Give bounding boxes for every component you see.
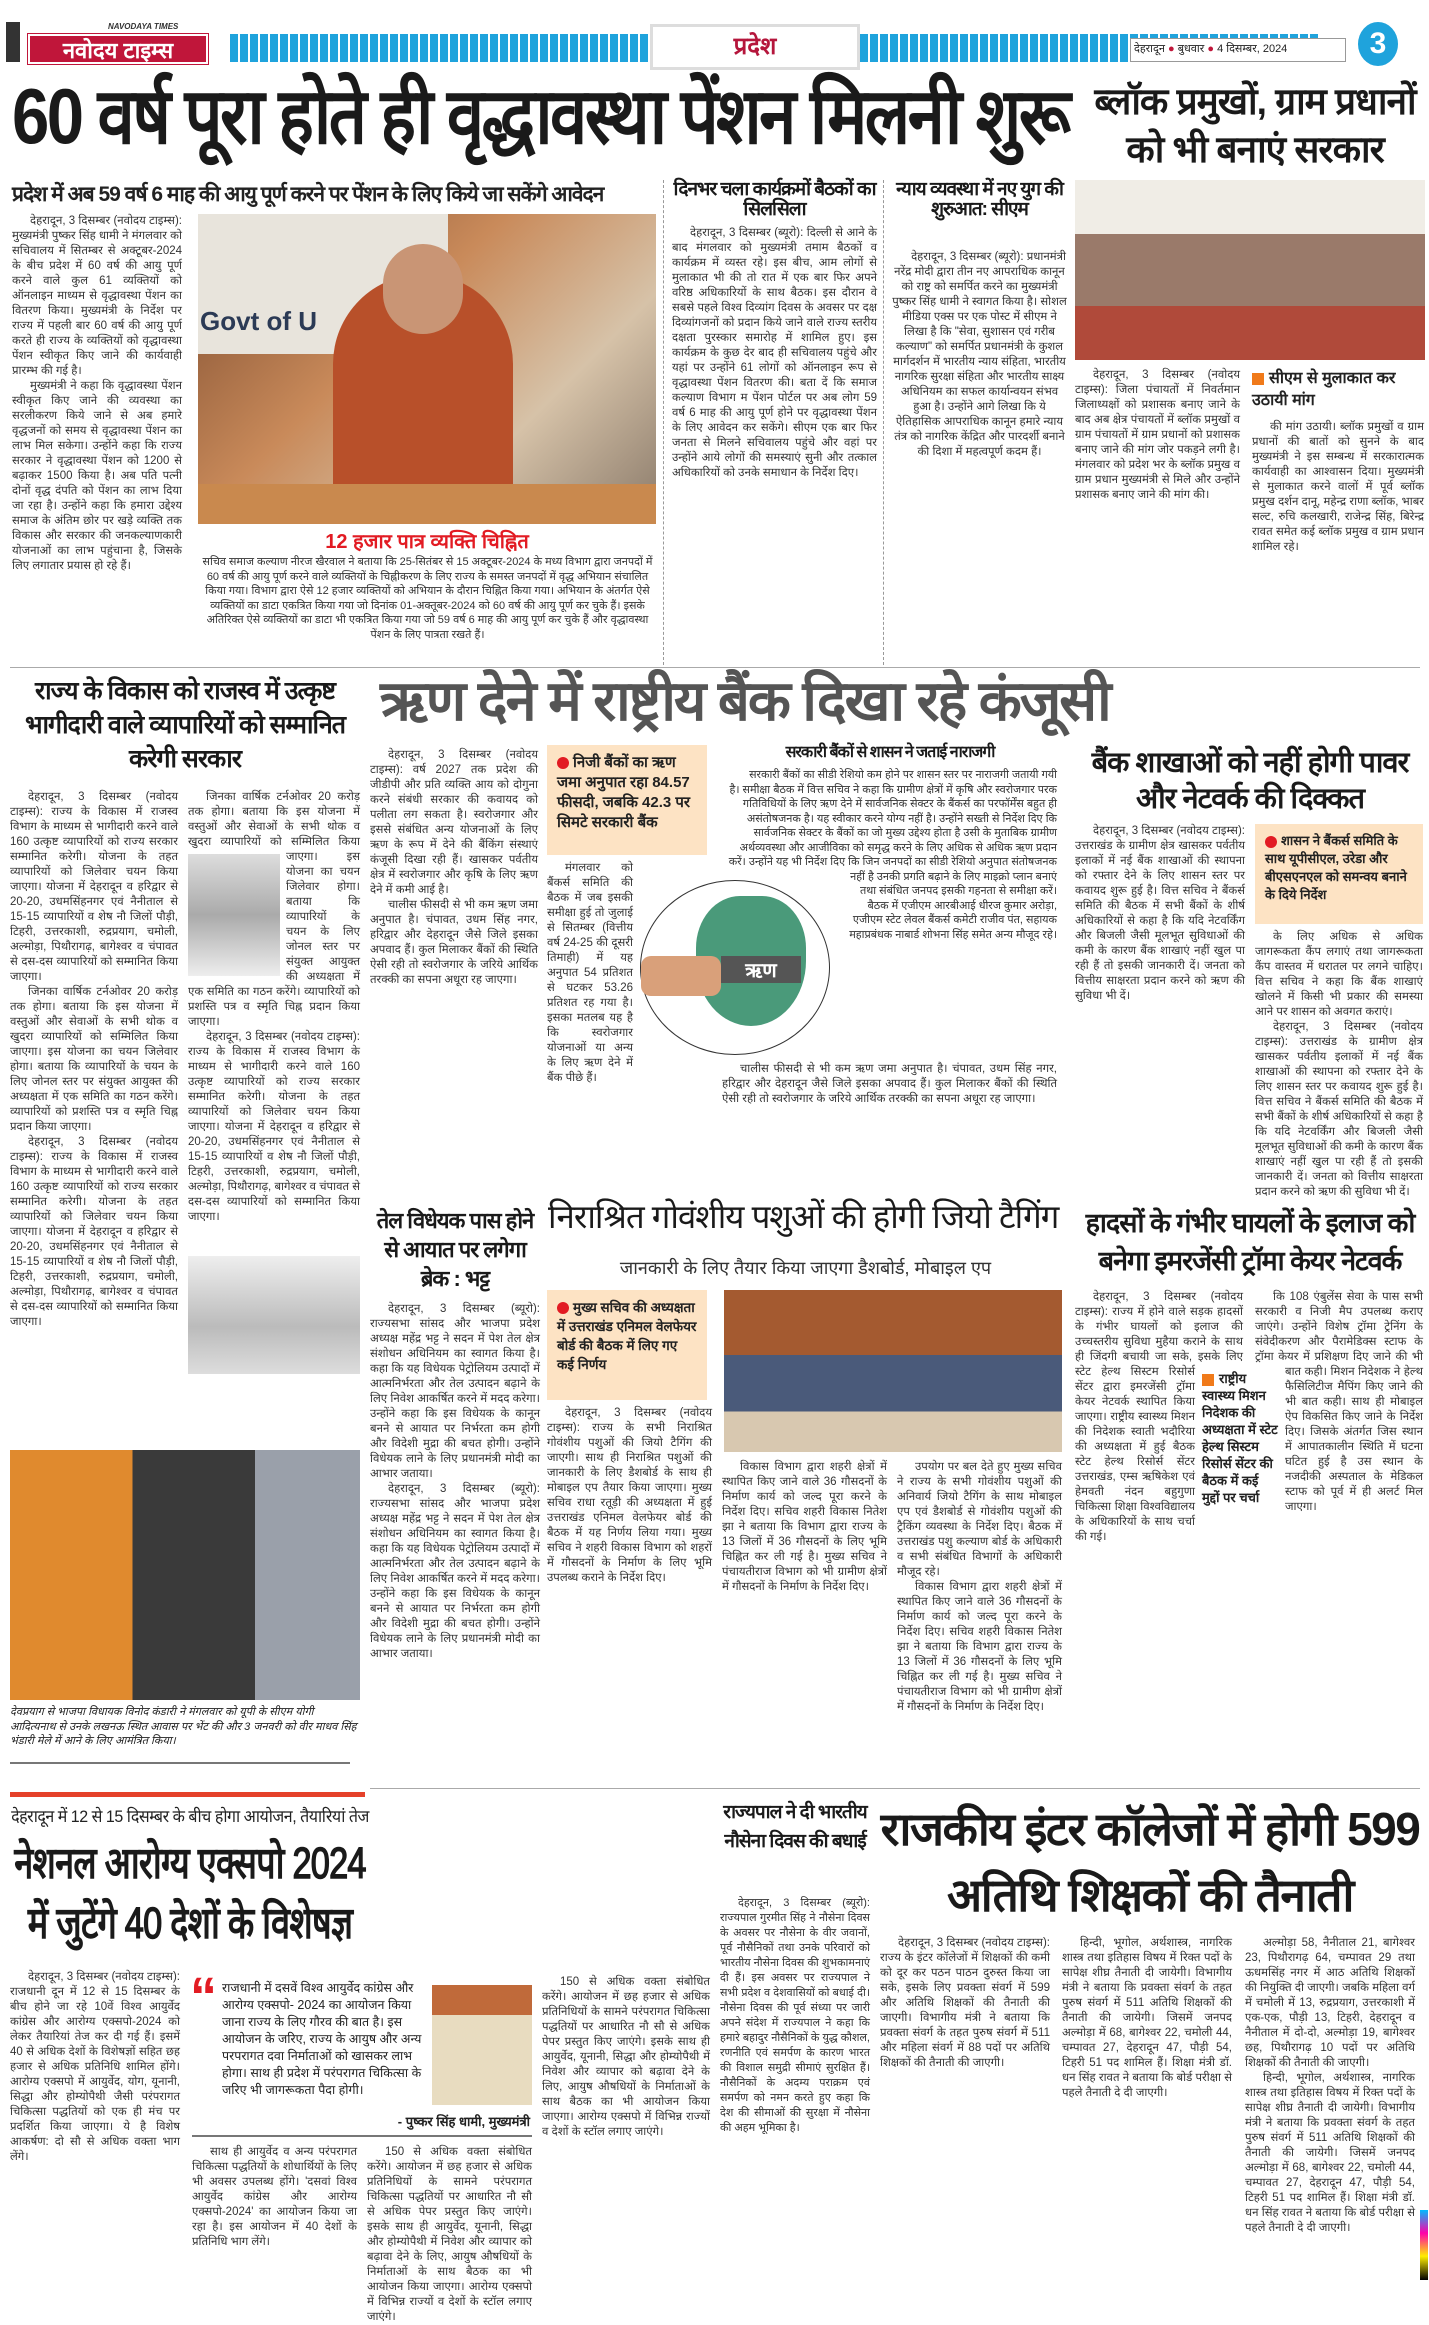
newspaper-logo: नवोदय टाइम्स <box>28 34 208 64</box>
navy-body <box>720 1896 870 2290</box>
teachers-paragraph: देहरादून, 3 दिसम्बर (नवोदय टाइम्स): राज्य के इंटर कॉलेजों में शिक्षकों की कमी को दूर कर पठन पाठन दुरुस्त किया जा सके, इसके लिए प्रवक्ता संवर्ग में 599 और अतिथि शिक्षकों की तैनाती की जाएगी। विभागीय मंत्री ने बताया कि प्रवक्ता संवर्ग के तहत पुरुष संवर्ग में 511 और महिला संवर्ग में 88 पदों पर अतिथि शिक्षकों की तैनाती की जाएगी। <box>880 1937 1050 2069</box>
cattle-headline: निराश्रित गोवंशीय पशुओं की होगी जियो टैगिंग <box>548 1198 1059 1235</box>
block-meeting-photo <box>1075 180 1425 360</box>
block-headline: ब्लॉक प्रमुखों, ग्राम प्रधानों को भी बनाएं सरकार <box>1094 81 1416 170</box>
traders-headline: राज्य के विकास को राजस्व में उत्कृष्ट भागीदारी वाले व्यापारियों को सम्मानित करेगी सरकार <box>24 677 346 773</box>
network-highlight-box <box>1255 824 1423 924</box>
network-headline: बैंक शाखाओं को नहीं होगी पावर और नेटवर्क की दिक्कत <box>1091 747 1409 815</box>
oil-paragraph-b: देहरादून, 3 दिसम्बर (ब्यूरो): राज्यसभा सांसद और भाजपा प्रदेश अध्यक्ष महेंद्र भट्ट ने सदन में पेश तेल क्षेत्र संशोधन अधिनियम का स्वागत किया है। कहा कि यह विधेयक पेट्रोलियम उत्पादों में आत्मनिर्भरता और तेल उत्पादन बढ़ाने के लिए निवेश आकर्षित करने में मदद करेगा। उन्होंने कहा कि इस विधेयक के कानून बनने से आयात पर निर्भरता कम होगी और विदेशी मुद्रा की बचत होगी। उन्होंने विधेयक लाने के लिए प्रधानमंत्री मोदी का आभार जताया। <box>370 1483 540 1660</box>
cm-photo <box>198 214 656 524</box>
bank-paragraph-2: मंगलवार को बैंकर्स समिति की बैठक में जब इसकी समीक्षा हुई तो जुलाई से सितम्बर (वित्तीय वर्ष 24-25 की दूसरी तिमाही) में यह अनुपात 54 प्रतिशत से घटकर 53.26 प्रतिशत रह गया है। इसका मतलब यह है कि स्वरोजगार योजनाओं या अन्य के लिए ऋण देने में बैंक पीछे हैं। <box>547 862 633 1084</box>
meetings-paragraph: देहरादून, 3 दिसम्बर (ब्यूरो): दिल्ली से आने के बाद मंगलवार को मुख्यमंत्री तमाम बैठकों व कार्यक्रम में व्यस्त रहे। इस बीच, आम लोगों से मुलाकात भी की तो रात में एक बार फिर अपने वरिष्ठ अधिकारियों के साथ बैठक। इस दौरान वे सबसे पहले विश्व दिव्यांग दिवस के अवसर पर दक्ष दिव्यांगजनों को प्रदान किये जाने वाले राज्य स्तरीय दक्षता पुरस्कार समारोह में शामिल हुए। इस कार्यक्रम के कुछ देर बाद ही सचिवालय पहुंचे और यहां पर उन्होंने 61 लोगों को ऑनलाइन रूप से वृद्धावस्था पेंशन वितरण की। बता दें कि समाज कल्याण विभाग म पेंशन पोर्टल पर अब लोग 59 वर्ष 6 माह की आयु पूर्ण होने पर वृद्धावस्था पेंशन के लिए आवेदन कर सकेंगे। सीएम एक बार फिर जनता से मिलने सचिवालय पहुंचे और वहां पर उन्होंने आये लोगों की समस्याएं सुनी और तत्काल अधिकारियों को उनके समाधान के निर्देश दिए। <box>672 227 877 479</box>
meetings-body <box>672 226 877 661</box>
bank-highlight-box <box>547 745 707 855</box>
masthead <box>0 0 1429 70</box>
trauma-body-2 <box>1255 1290 1423 1780</box>
lead-paragraph-1: देहरादून, 3 दिसम्बर (नवोदय टाइम्स): मुख्यमंत्री पुष्कर सिंह धामी ने मंगलवार को सचिवालय में सितम्बर से अक्टूबर-2024 के बीच प्रदेश में 60 वर्ष की आयु पूर्ण करने वाले कुल 61 व्यक्तियों को ऑनलाइन माध्यम से वृद्धावस्था पेंशन का वितरण किया। मुख्यमंत्री के निर्देश पर राज्य में पहली बार 60 वर्ष की आयु पूर्ण करते ही राज्य के व्यक्तियों को वृद्धावस्था पेंशन स्वीकृत किए जाने की कार्यवाही प्रारम्भ की गई है। <box>12 215 182 377</box>
block-paragraph: देहरादून, 3 दिसम्बर (नवोदय टाइम्स): जिला पंचायतों में निवर्तमान जिलाध्यक्षों को प्रशासक बनाए जाने के बाद अब क्षेत्र पंचायतों में ब्लॉक प्रमुखों व ग्राम पंचायतों में ग्राम प्रधानों को प्रशासक बनाए जाने की मांग जोर पकड़ने लगी है। मंगलवार को प्रदेश भर के ब्लॉक प्रमुख व ग्राम प्रधान मुख्यमंत्री से मिले और उन्होंने प्रशासक बनाए जाने की मांग की। <box>1075 369 1240 501</box>
trauma-paragraph-2: कि 108 एंबुलेंस सेवा के पास सभी सरकारी व निजी मैप उपलब्ध कराए जाएंगे। उन्होंने विशेष ट्रॉमा ट्रेनिंग के संवेदीकरण और पैरामेडिक्स स्टाफ के ट्रॉमा केयर में प्रशिक्षण दिए जाने की भी बात कही। मिशन निदेशक ने हेल्थ फैसिलिटीज मैपिंग किए जाने की भी बात कही। साथ ही मोबाइल ऐप विकसित किए जाने के निर्देश दिए। जिसके अंतर्गत जिस स्थान में आपातकालीन स्थिति में घटना घटित हुई है उस स्थान के नजदीकी अस्पताल के मेडिकल स्टाफ को पूर्व में ही अलर्ट मिल जाएगा। <box>1255 1291 1423 1513</box>
orange-square-icon <box>1202 1374 1214 1386</box>
expo-body-3 <box>192 2145 357 2290</box>
cattle-body-3 <box>897 1460 1062 1780</box>
cattle-body <box>547 1406 712 1586</box>
teachers-paragraph-3b: हिन्दी, भूगोल, अर्थशास्त्र, नागरिक शास्त्र तथा इतिहास विषय में रिक्त पदों के सापेक्ष शीघ्र तैनाती दी जायेगी। विभागीय मंत्री ने बताया कि प्रवक्ता संवर्ग के तहत पुरुष संवर्ग में 511 अतिथि शिक्षकों की तैनाती की जायेगी। जिसमें जनपद अल्मोड़ा में 68, बागेश्वर 22, चमोली 44, चम्पावत 27, देहरादून 47, पौड़ी 54, टिहरी 51 पद शामिल हैं। शिक्षा मंत्री डॉ. धन सिंह रावत ने बताया कि बोर्ड परीक्षा से पहले तैनाती दे दी जाएगी। <box>1245 2072 1415 2234</box>
masthead-small-title: NAVODAYA TIMES <box>108 22 179 31</box>
expo-body-2 <box>542 1975 710 2290</box>
traders-body <box>10 790 178 1435</box>
traders-paragraph-col2b: देहरादून, 3 दिसम्बर (नवोदय टाइम्स): राज्य के विकास में राजस्व विभाग के माध्यम से भागीदारी करने वाले 160 उत्कृष्ट व्यापारियों को राज्य सरकार सम्मानित करेगी। योजना के तहत व्यापारियों को जिलेवार चयन किया जाएगा। योजना में देहरादून व हरिद्वार से 20-20, उधमसिंहनगर एवं नैनीताल से 15-15 व्यापारियों व शेष नौ जिलों पौड़ी, टिहरी, उत्तरकाशी, रुद्रप्रयाग, चमोली, अल्मोड़ा, पिथौरागढ़, बागेश्वर व चंपावत से दस-दस व्यापारियों को सम्मानित किया जाएगा। <box>188 1031 360 1223</box>
bank-subheadline: सरकारी बैंकों से शासन ने जताई नाराजगी <box>785 744 995 761</box>
cattle-paragraph: देहरादून, 3 दिसम्बर (नवोदय टाइम्स): राज्य के सभी निराश्रित गोवंशीय पशुओं की जियो टैगिंग की जाएगी। साथ ही निराश्रित पशुओं की जानकारी के लिए डैशबोर्ड के साथ ही मोबाइल एप तैयार किया जाएगा। मुख्य सचिव राधा रतूड़ी की अध्यक्षता में हुई उत्तराखंड एनिमल वेलफेयर बोर्ड की बैठक में यह निर्णय लिया गया। मुख्य सचिव ने शहरी विकास विभाग को शहरों में गौसदनों के निर्माण के लिए भूमि उपलब्ध कराने के निर्देश दिए। <box>547 1407 712 1584</box>
bank-sub-paragraph: सरकारी बैंकों का सीडी रेशियो कम होने पर शासन स्तर पर नाराजगी जतायी गयी है। समीक्षा बैठक में वित्त सचिव ने कहा कि ग्रामीण क्षेत्रों में कृषि और स्वरोजगार परक गतिविधियों के लिए ऋण देने में सार्वजनिक सेक्टर के बैंकर्स का परफॉर्मेंस बहुत ही असंतोषजनक है। यह स्वीकार करने योग्य नहीं है। उन्होंने सख्ती से निर्देश दिए कि सार्वजनिक सेक्टर के बैंकों का जो मुख्य उद्देश्य होता है उसी के मुताबिक ग्रामीण अर्थव्यवस्था और आजीविका को समृद्ध करने के लिए अधिक से अधिक ऋण प्रदान करें। उन्होंने यह भी निर्देश दिए कि जिन जनपदों का सीडी रेशियो अनुपात संतोषजनक नहीं है उनकी प्रगति बढ़ाने के लिए माइक्रो प्लान बनाएं तथा संबंधित जनपद इसकी गहनता से समीक्षा करें। बैठक में एजीएम आरबीआई धीरज कुमार अरोड़ा, एजीएम स्टेट लेवल बैंकर्स कमेटी राजीव पंत, सहायक महाप्रबंधक नाबार्ड शोभना सिंह समेत अन्य मौजूद रहे। <box>728 769 1057 941</box>
red-divider <box>10 1792 365 1797</box>
cattle-subhead: जानकारी के लिए तैयार किया जाएगा डैशबोर्ड, मोबाइल एप <box>619 1258 992 1278</box>
cattle-paragraph-3: उपयोग पर बल देते हुए मुख्य सचिव ने राज्य के सभी गोवंशीय पशुओं की अनिवार्य जियो टैगिंग के साथ मोबाइल एप एवं डैशबोर्ड से गोवंशीय पशुओं की ट्रैकिंग व्यवस्था के निर्देश दिए। बैठक में उत्तराखंड पशु कल्याण बोर्ड के अधिकारी व सभी संबंधित विभागों के अधिकारी मौजूद रहे। <box>897 1461 1062 1578</box>
teachers-body-2 <box>1062 1936 1232 2290</box>
block-paragraph-2: की मांग उठायी। ब्लॉक प्रमुखों व ग्राम प्रधानों की बातों को सुनने के बाद मुख्यमंत्री ने इस सम्बन्ध में सरकारात्मक कार्यवाही का आश्वासन दिया। मुख्यमंत्री से मुलाकात करने वालों में पूर्व ब्लॉक प्रमुख दर्शन दानू, महेन्द्र राणा ब्लॉक, भाबर सल्ट, रुचि कलखारी, राजेन्द्र सिंह, बिरेन्द्र रावत समेत कई ब्लॉक प्रमुख व ग्राम प्रधान शामिल रहे। <box>1252 421 1424 553</box>
official-portrait <box>188 854 280 976</box>
quote-mark-icon: “ <box>190 1967 217 2027</box>
cattle-paragraph-2: विकास विभाग द्वारा शहरी क्षेत्रों में स्थापित किए जाने वाले 36 गौसदनों के निर्माण कार्य को जल्द पूरा करने के निर्देश दिए। सचिव शहरी विकास नितेश झा ने बताया कि विभाग द्वारा राज्य के 13 जिलों में 36 गौसदनों के लिए भूमि चिह्नित कर ली गई है। मुख्य सचिव ने पंचायतीराज विभाग को भी ग्रामीण क्षेत्रों में गौसदनों के निर्माण के निर्देश दिए। <box>722 1461 887 1593</box>
teachers-paragraph-3: अल्मोड़ा 58, नैनीताल 21, बागेश्वर 23, पिथौरागढ़ 64, चम्पावत 29 तथा ऊधमसिंह नगर में आठ अतिथि शिक्षकों की नियुक्ति दी जाएगी। जबकि महिला वर्ग में चमोली में 13, रुद्रप्रयाग, उत्तरकाशी में एक-एक, पौड़ी 13, टिहरी, देहरादून व नैनीताल में दो-दो, अल्मोड़ा 19, बागेश्वर छह, पिथौरागढ़ 10 पदों पर अतिथि शिक्षकों की तैनाती की जाएगी। <box>1245 1937 1415 2069</box>
orange-square-icon <box>1252 373 1264 385</box>
network-right-column <box>1255 824 1423 1198</box>
two-men-photo <box>188 1256 360 1374</box>
network-box-text: शासन ने बैंकर्स समिति के साथ यूपीसीएल, उरेडा और बीएसएनएल को समन्वय बनाने के दिये निर्देश <box>1265 833 1407 902</box>
traders-paragraph-1b: देहरादून, 3 दिसम्बर (नवोदय टाइम्स): राज्य के विकास में राजस्व विभाग के माध्यम से भागीदारी करने वाले 160 उत्कृष्ट व्यापारियों को राज्य सरकार सम्मानित करेगी। योजना के तहत व्यापारियों को जिलेवार चयन किया जाएगा। योजना में देहरादून व हरिद्वार से 20-20, उधमसिंहनगर एवं नैनीताल से 15-15 व्यापारियों व शेष नौ जिलों पौड़ी, टिहरी, उत्तरकाशी, रुद्रप्रयाग, चमोली, अल्मोड़ा, पिथौरागढ़, बागेश्वर व चंपावत से दस-दस व्यापारियों को सम्मानित किया जाएगा। <box>10 1136 178 1328</box>
trauma-headline: हादसों के गंभीर घायलों के इलाज को बनेगा इमरजेंसी ट्रॉमा केयर नेटवर्क <box>1085 1208 1415 1276</box>
bag-label: ऋण <box>721 956 801 983</box>
oil-headline: तेल विधेयक पास होने से आयात पर लगेगा ब्रेक : भट्ट <box>376 1208 534 1291</box>
teachers-paragraph-2: हिन्दी, भूगोल, अर्थशास्त्र, नागरिक शास्त्र तथा इतिहास विषय में रिक्त पदों के सापेक्ष शीघ्र तैनाती दी जायेगी। विभागीय मंत्री ने बताया कि प्रवक्ता संवर्ग के तहत पुरुष संवर्ग में 511 अतिथि शिक्षकों की तैनाती की जायेगी। जिसमें जनपद अल्मोड़ा में 68, बागेश्वर 22, चमोली 44, चम्पावत 27, देहरादून 47, पौड़ी 54, टिहरी 51 पद शामिल हैं। शिक्षा मंत्री डॉ. धन सिंह रावत ने बताया कि बोर्ड परीक्षा से पहले तैनाती दे दी जाएगी। <box>1062 1937 1232 2099</box>
block-body-2 <box>1252 420 1424 555</box>
bank-paragraph: देहरादून, 3 दिसम्बर (नवोदय टाइम्स): वर्ष 2027 तक प्रदेश की जीडीपी और प्रति व्यक्ति आय को दोगुना करने संबंधी सरकार की कवायद को पलीता लग सकता है। स्वरोजगार और इससे संबंधित अन्य योजनाओं के लिए ऋण के रूप में देने की बैंकिंग संस्थाएं कंजूसी दिखा रही हैं। खासकर पर्वतीय क्षेत्र में स्वरोजगार और कृषि के लिए ऋण देने में कमी आई है। <box>370 749 538 896</box>
section-label: प्रदेश <box>733 33 777 60</box>
meetings-headline: दिनभर चला कार्यक्रमों बैठकों का सिलसिला <box>673 179 876 220</box>
bank-box-text: निजी बैंकों का ऋण जमा अनुपात रहा 84.57 फीसदी, जबकि 42.3 पर सिमटे सरकारी बैंक <box>557 754 691 831</box>
teachers-body-3 <box>1245 1936 1415 2290</box>
network-paragraph: देहरादून, 3 दिसम्बर (नवोदय टाइम्स): उत्तराखंड के ग्रामीण क्षेत्र खासकर पर्वतीय इलाकों में नई बैंक शाखाओं की स्थापना को रफ्तार देने के लिए शासन स्तर पर कवायद शुरू हुई है। वित्त सचिव ने बैंकर्स समिति की बैठक में सभी बैंकों के शीर्ष अधिकारियों से कहा है कि यदि नेटवर्किंग और बिजली जैसी मूलभूत सुविधाओं की कमी के कारण बैंक शाखाएं नहीं खुल पा रही हैं तो इसकी जानकारी दें। जनता को वित्तीय साक्षरता प्रदान करने को ऋण की सुविधा भी दें। <box>1075 825 1245 1002</box>
block-box-text: सीएम से मुलाकात कर उठायी मांग <box>1252 370 1396 409</box>
photo-sign-text: Govt of U <box>200 306 317 336</box>
expo-headline: नेशनल आरोग्य एक्सपो 2024 में जुटेंगे 40 देशों के विशेषज्ञ <box>14 1839 366 1948</box>
lead-paragraph-2: मुख्यमंत्री ने कहा कि वृद्धावस्था पेंशन स्वीकृत किए जाने की व्यवस्था का सरलीकरण किये जाने से अब हमारे वृद्धजनों को समय से वृद्धावस्था पेंशन का लाभ मिल सकेगा। उन्होंने कहा कि राज्य सरकार ने वृद्धावस्था पेंशन को 1200 से बढ़ाकर 1500 किया है। अब पति पत्नी दोनों वृद्ध दंपति को पेंशन का लाभ दिया जा रहा है। उन्होंने कहा कि हमारा उद्देश्य समाज के अंतिम छोर पर खड़े व्यक्ति तक विकास और सरकार की जनकल्याणकारी योजनाओं का लाभ पहुंचाना है, जिसके लिए लगातार प्रयास हो रहे हैं। <box>12 380 182 572</box>
expo-paragraph-3b: 150 से अधिक वक्ता संबोधित करेंगे। आयोजन में छह हजार से अधिक प्रतिनिधियों के सामने परंपरागत चिकित्सा पद्धतियों पर आधारित नौ सौ से अधिक पेपर प्रस्तुत किए जाएंगे। इसके साथ ही आयुर्वेद, यूनानी, सिद्धा और होम्योपैथी में निवेश और व्यापार को बढ़ावा देने के लिए, आयुष औषधियों के निर्माताओं के साथ बैठक का भी आयोजन किया जाएगा। आरोग्य एक्सपो में विभिन्न राज्यों व देशों के स्टॉल लगाए जाएंगे। <box>367 2146 532 2323</box>
expo-body <box>10 1970 180 2290</box>
justice-headline: न्याय व्यवस्था में नए युग की शुरुआत: सीएम <box>896 179 1063 220</box>
bank-body-3 <box>722 1062 1057 1182</box>
traders-paragraph-2: जिनका वार्षिक टर्नओवर 20 करोड़ तक होगा। बताया कि इस योजना में वस्तुओं और सेवाओं के सभी थोक व खुदरा व्यापारियों को सम्मिलित किया जाएगा। इस योजना का चयन जिलेवार होगा। बताया कि व्यापारियों के चयन के लिए जोनल स्तर पर संयुक्त आयुक्त की अध्यक्षता में एक समिति का गठन करेंगे। व्यापारियों को प्रशस्ति पत्र व स्मृति चिह्न प्रदान किया जाएगा। <box>10 986 178 1133</box>
caption-headline: 12 हजार पात्र व्यक्ति चिह्नित <box>325 531 529 553</box>
network-paragraph-2b: देहरादून, 3 दिसम्बर (नवोदय टाइम्स): उत्तराखंड के ग्रामीण क्षेत्र खासकर पर्वतीय इलाकों में नई बैंक शाखाओं की स्थापना को रफ्तार देने के लिए शासन स्तर पर कवायद शुरू हुई है। वित्त सचिव ने बैंकर्स समिति की बैठक में सभी बैंकों के शीर्ष अधिकारियों से कहा है कि यदि नेटवर्किंग और बिजली जैसी मूलभूत सुविधाओं की कमी के कारण बैंक शाखाएं नहीं खुल पा रही हैं तो इसकी जानकारी दें। जनता को वित्तीय साक्षरता प्रदान करने को ऋण की सुविधा भी दें। <box>1255 1021 1423 1198</box>
quote-author: - पुष्कर सिंह धामी, मुख्यमंत्री <box>397 2114 530 2129</box>
lead-subhead: प्रदेश में अब 59 वर्ष 6 माह की आयु पूर्ण करने पर पेंशन के लिए किये जा सकेंगे आवेदन <box>12 183 604 206</box>
lead-body <box>12 214 182 664</box>
lead-caption: सचिव समाज कल्याण नीरज खैरवाल ने बताया कि 25-सितंबर से 15 अक्टूबर-2024 के मध्य विभाग द्वारा जनपदों में 60 वर्ष की आयु पूर्ण करने वाले व्यक्तियों के चिह्नीकरण के लिए राज्य के समस्त जनपदों में वृद्ध अभियान संचालित किया गया। विभाग द्वारा ऐसे 12 हजार व्यक्तियों को अभियान के दौरान चिह्नित किया गया। अभियान के अंतर्गत ऐसे व्यक्तियों का डाटा एकत्रित किया गया जो दिनांक 01-अक्तूबर-2024 को 60 वर्ष की आयु पूर्ण कर चुके हैं। इसके अतिरिक्त ऐसे व्यक्तियों का डाटा भी एकत्रित किया गया जो 59 वर्ष 6 माह की आयु पूर्ण कर चुके हैं और वृद्धावस्था पेंशन के लिए पात्रता रखते हैं। <box>202 556 653 641</box>
bank-paragraph-b: चालीस फीसदी से भी कम ऋण जमा अनुपात है। चंपावत, उधम सिंह नगर, हरिद्वार और देहरादून जैसे जिले इसका अपवाद हैं। कुल मिलाकर बैंकों की स्थिति ऐसी रही तो स्वरोजगार के जरिये आर्थिक तरक्की का सपना अधूरा रह जाएगा। <box>370 899 538 986</box>
trauma-box-text: राष्ट्रीय स्वास्थ्य मिशन निदेशक की अध्यक्षता में स्टेट हेल्थ सिस्टम रिसोर्स सेंटर की बैठक में कई मुद्दों पर चर्चा <box>1202 1371 1278 1505</box>
registration-mark <box>1420 2210 1428 2280</box>
cm-quote-photo <box>432 1985 532 2105</box>
block-body <box>1075 368 1240 663</box>
cattle-box-text: मुख्य सचिव की अध्यक्षता में उत्तराखंड एनिमल वेलफेयर बोर्ड की बैठक में लिए गए कई निर्णय <box>557 1300 697 1372</box>
traders-paragraph: देहरादून, 3 दिसम्बर (नवोदय टाइम्स): राज्य के विकास में राजस्व विभाग के माध्यम से भागीदारी करने वाले 160 उत्कृष्ट व्यापारियों को राज्य सरकार सम्मानित करेगी। योजना के तहत व्यापारियों को जिलेवार चयन किया जाएगा। योजना में देहरादून व हरिद्वार से 20-20, उधमसिंहनगर एवं नैनीताल से 15-15 व्यापारियों व शेष नौ जिलों पौड़ी, टिहरी, उत्तरकाशी, रुद्रप्रयाग, चमोली, अल्मोड़ा, पिथौरागढ़, बागेश्वर व चंपावत से दस-दस व्यापारियों को सम्मानित किया जाएगा। <box>10 791 178 983</box>
navy-headline: राज्यपाल ने दी भारतीय नौसेना दिवस की बधाई <box>723 1802 867 1852</box>
bank-headline: ऋण देने में राष्ट्रीय बैंक दिखा रहे कंजूसी <box>380 669 1110 732</box>
block-right-column <box>1252 368 1424 663</box>
corner-mark <box>6 22 20 62</box>
date: 4 दिसम्बर, 2024 <box>1217 43 1288 55</box>
cattle-body-2 <box>722 1460 887 1780</box>
city: देहरादून <box>1134 43 1165 55</box>
bank-body <box>370 748 538 1183</box>
expo-paragraph-2: 150 से अधिक वक्ता संबोधित करेंगे। आयोजन में छह हजार से अधिक प्रतिनिधियों के सामने परंपरागत चिकित्सा पद्धतियों पर आधारित नौ सौ से अधिक पेपर प्रस्तुत किए जाएंगे। इसके साथ ही आयुर्वेद, यूनानी, सिद्धा और होम्योपैथी में निवेश और व्यापार को बढ़ावा देने के लिए, आयुष औषधियों के निर्माताओं के साथ बैठक का भी आयोजन किया जाएगा। आरोग्य एक्सपो में विभिन्न राज्यों व देशों के स्टॉल लगाए जाएंगे। <box>542 1976 710 2138</box>
navy-paragraph: देहरादून, 3 दिसम्बर (ब्यूरो): राज्यपाल गुरमीत सिंह ने नौसेना दिवस के अवसर पर नौसेना के वीर जवानों, पूर्व नौसैनिकों तथा उनके परिवारों को भारतीय नौसेना दिवस की शुभकामनाएं दी हैं। इस अवसर पर राज्यपाल ने सभी प्रदेश व देशवासियों को बधाई दी। नौसेना दिवस की पूर्व संध्या पर जारी अपने संदेश में राज्यपाल ने कहा कि हमारे बहादुर नौसैनिकों के युद्ध कौशल, रणनीति एवं समर्पण के कारण भारत की विशाल समुद्री सीमाएं सुरक्षित हैं। नौसैनिकों के अदम्य पराक्रम एवं समर्पण को नमन करते हुए कहा कि देश की सीमाओं की सुरक्षा में नौसेना की अहम भूमिका है। <box>720 1897 870 2134</box>
cattle-left-column <box>547 1290 712 1782</box>
network-paragraph-2: के लिए अधिक से अधिक जागरूकता कैंप लगाएं तथा जागरूकता कैंप वास्तव में धरातल पर लगने चाहिए। वित्त सचिव ने कहा कि बैंक शाखाएं खोलने में किसी भी प्रकार की समस्या आने पर शासन को अवगत कराएं। <box>1255 931 1423 1018</box>
yogi-meeting-photo <box>10 1450 360 1700</box>
date-line: देहरादून ● बुधवार ● 4 दिसम्बर, 2024 <box>1134 43 1288 55</box>
teachers-body <box>880 1936 1050 2290</box>
network-body <box>1075 824 1245 1184</box>
yogi-photo-caption: देवप्रयाग से भाजपा विधायक विनोद कंडारी ने मंगलवार को यूपी के सीएम योगी आदित्यनाथ से उनके लखनऊ स्थित आवास पर भेंट की और 3 जनवरी को वीर माधव सिंह भंडारी मेले में आने के लिए आमंत्रित किया। <box>10 1706 357 1747</box>
red-dot-icon <box>557 757 569 769</box>
trauma-paragraph: देहरादून, 3 दिसम्बर (नवोदय टाइम्स): राज्य में होने वाले सड़क हादसों के गंभीर घायलों को इलाज की उच्चस्तरीय सुविधा मुहैया कराने के साथ ही जिंदगी बचायी जा सके, इसके लिए स्टेट हेल्थ सिस्टम रिसोर्स सेंटर द्वारा इमरजेंसी ट्रॉमा केयर नेटवर्क स्थापित किया जाएगा। राष्ट्रीय स्वास्थ्य मिशन की निदेशक स्वाती भदौरिया की अध्यक्षता में हुई बैठक स्टेट हेल्थ रिसोर्स सेंटर उत्तराखंड, एम्स ऋषिकेश एवं हेमवती नंदन बहुगुणा चिकित्सा शिक्षा विश्वविद्यालय के अधिकारियों के साथ चर्चा की गई। <box>1075 1291 1243 1543</box>
oil-paragraph: देहरादून, 3 दिसम्बर (ब्यूरो): राज्यसभा सांसद और भाजपा प्रदेश अध्यक्ष महेंद्र भट्ट ने सदन में पेश तेल क्षेत्र संशोधन अधिनियम का स्वागत किया है। कहा कि यह विधेयक पेट्रोलियम उत्पादों में आत्मनिर्भरता और तेल उत्पादन बढ़ाने के लिए निवेश आकर्षित करने में मदद करेगा। उन्होंने कहा कि इस विधेयक के कानून बनने से आयात पर निर्भरता कम होगी और विदेशी मुद्रा की बचत होगी। उन्होंने विधेयक लाने के लिए प्रधानमंत्री मोदी का आभार जताया। <box>370 1303 540 1480</box>
expo-paragraph-3: साथ ही आयुर्वेद व अन्य परंपरागत चिकित्सा पद्धतियों के शोधार्थियों के लिए भी अवसर उपलब्ध होंगे। 'दसवां विश्व आयुर्वेद कांग्रेस और आरोग्य एक्सपो-2024' का आयोजन किया जा रहा है। इस आयोजन में 40 देशों के प्रतिनिधि भाग लेंगे। <box>192 2146 357 2248</box>
section-label-box <box>650 24 860 70</box>
cattle-paragraph-3b: विकास विभाग द्वारा शहरी क्षेत्रों में स्थापित किए जाने वाले 36 गौसदनों के निर्माण कार्य को जल्द पूरा करने के निर्देश दिए। सचिव शहरी विकास नितेश झा ने बताया कि विभाग द्वारा राज्य के 13 जिलों में 36 गौसदनों के लिए भूमि चिह्नित कर ली गई है। मुख्य सचिव ने पंचायतीराज विभाग को भी ग्रामीण क्षेत्रों में गौसदनों के निर्माण के निर्देश दिए। <box>897 1581 1062 1713</box>
money-bag-illustration <box>640 880 830 1055</box>
justice-body <box>892 250 1067 662</box>
block-box <box>1252 368 1424 414</box>
page-number: 3 <box>1358 22 1398 66</box>
bank-body-2 <box>547 861 633 1086</box>
expo-paragraph: देहरादून, 3 दिसम्बर (नवोदय टाइम्स): राजधानी दून में 12 से 15 दिसम्बर के बीच होने जा रहे 10वें विश्व आयुर्वेद कांग्रेस और आरोग्य एक्सपो-2024 को लेकर तैयारियां तेज कर दी गई हैं। इसमें 40 से अधिक देशों के विशेषज्ञों सहित छह हजार से अधिक प्रतिनिधि शामिल होंगे। आरोग्य एक्सपो में आयुर्वेद, योग, यूनानी, सिद्धा और होम्योपैथी जैसी परंपरागत चिकित्सा पद्धतियों को एक ही मंच पर प्रदर्शित किया जाएगा। ये है विशेष आकर्षण: दो सौ से अधिक वक्ता भाग लेंगे। <box>10 1971 180 2163</box>
expo-body-3b <box>367 2145 532 2323</box>
traders-paragraph-col2: जिनका वार्षिक टर्नओवर 20 करोड़ तक होगा। बताया कि इस योजना में वस्तुओं और सेवाओं के सभी थोक व खुदरा व्यापारियों को सम्मिलित किया जाएगा। इस योजना का चयन जिलेवार होगा। बताया कि व्यापारियों के चयन के लिए जोनल स्तर पर संयुक्त आयुक्त की अध्यक्षता में एक समिति का गठन करेंगे। व्यापारियों को प्रशस्ति पत्र व स्मृति चिह्न प्रदान किया जाएगा। <box>188 791 360 1028</box>
cm-quote: राजधानी में दसवें विश्व आयुर्वेद कांग्रेस और आरोग्य एक्सपो- 2024 का आयोजन किया जाना राज्य के लिए गौरव की बात है। इस आयोजन के जरिए, राज्य के आयुष और अन्य परपरागत दवा निर्माताओं को खासकर लाभ होगा। साथ ही प्रदेश में परंपरागत चिकित्सा के जरिए भी जागरूकता पैदा होगी। <box>222 1981 422 2097</box>
expo-kicker: देहरादून में 12 से 15 दिसम्बर के बीच होगा आयोजन, तैयारियां तेज <box>11 1807 369 1826</box>
justice-paragraph: देहरादून, 3 दिसम्बर (ब्यूरो): प्रधानमंत्री नरेंद्र मोदी द्वारा तीन नए आपराधिक कानून को राष्ट्र को समर्पित करने का मुख्यमंत्री पुष्कर सिंह धामी ने स्वागत किया है। सोशल मीडिया एक्स पर एक पोस्ट में सीएम ने लिखा है कि "सेवा, सुशासन एवं गरीब कल्याण" को समर्पित प्रधानमंत्री के कुशल मार्गदर्शन में भारतीय न्याय संहिता, भारतीय नागरिक सुरक्षा संहिता और भारतीय साक्ष्य अधिनियम का सफल कार्यान्वयन संभव हुआ है। उन्होंने आगे लिखा कि ये ऐतिहासिक आपराधिक कानून हमारे न्याय तंत्र को नागरिक केंद्रित और पारदर्शी बनाने की दिशा में महत्वपूर्ण कदम हैं। <box>892 251 1067 458</box>
day: बुधवार <box>1177 43 1205 55</box>
teachers-headline: राजकीय इंटर कॉलेजों में होगी 599 अतिथि शिक्षकों की तैनाती <box>880 1803 1420 1921</box>
traders-column-2 <box>188 790 360 1435</box>
red-dot-icon <box>1265 836 1277 848</box>
lead-headline: 60 वर्ष पूरा होते ही वृद्धावस्था पेंशन मिलनी शुरू <box>12 72 1069 160</box>
board-meeting-photo <box>724 1290 1062 1452</box>
cattle-highlight-box <box>547 1290 707 1400</box>
oil-body <box>370 1302 540 1780</box>
red-dot-icon <box>557 1302 569 1314</box>
bank-paragraph-3: चालीस फीसदी से भी कम ऋण जमा अनुपात है। चंपावत, उधम सिंह नगर, हरिद्वार और देहरादून जैसे जिले इसका अपवाद हैं। कुल मिलाकर बैंकों की स्थिति ऐसी रही तो स्वरोजगार के जरिये आर्थिक तरक्की का सपना अधूरा रह जाएगा। <box>722 1063 1057 1105</box>
network-body-2 <box>1255 930 1423 1200</box>
